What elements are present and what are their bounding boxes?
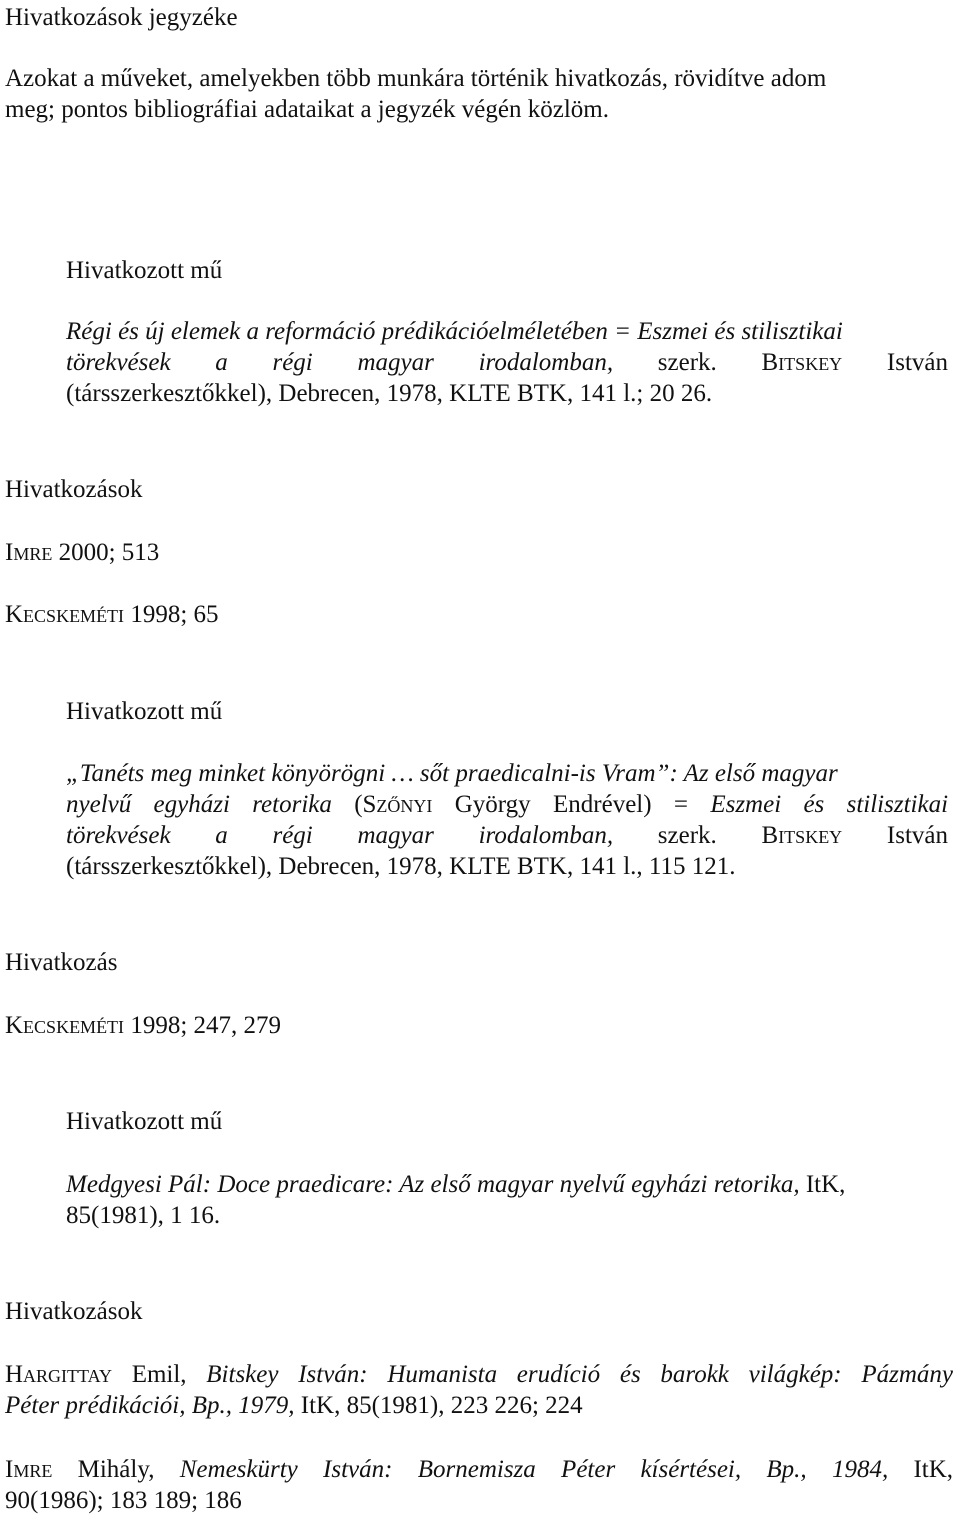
reference-citation: 1998; 65 (130, 601, 219, 628)
reference-item-line-2: 90(1986); 183 189; 186 (5, 1487, 242, 1514)
work-2-chapter-title: nyelvű egyházi retorika (66, 791, 332, 818)
work-3-references-heading: Hivatkozások (5, 1298, 143, 1325)
work-3-title: Medgyesi Pál: Doce praedicare: Az első magyar nyelvű egyházi retorika, (66, 1171, 800, 1198)
reference-review-year: , 1984, (800, 1456, 889, 1483)
work-2-coauthor-surname: Szőnyi (362, 791, 433, 818)
reference-item-line-1 (5, 1359, 953, 1390)
page-title: Hivatkozások jegyzéke (5, 4, 238, 31)
work-1-book-title: törekvések a régi magyar irodalomban, (66, 349, 614, 376)
intro-line-2: meg; pontos bibliográfiai adataikat a jegyzék végén közlöm. (5, 96, 609, 123)
reference-author: Kecskeméti (5, 601, 125, 628)
reference-item-line-2 (5, 1390, 583, 1421)
work-2-series-title: Eszmei és stilisztikai (710, 791, 949, 818)
reference-review-title: Péter prédikációi, Bp. (5, 1392, 226, 1419)
work-2-coauthor: (Szőnyi (354, 791, 433, 818)
reference-review-title: Nemeskürty István: Bornemisza Péter kísértései, Bp. (179, 1456, 801, 1483)
work-3-line-1 (66, 1169, 845, 1200)
reference-citation: 2000; 513 (58, 539, 160, 566)
reference-review-title: Bitskey István: Humanista erudíció és barokk világkép: Pázmány (206, 1361, 954, 1388)
work-2-line-1: „Tanéts meg minket könyörögni … sőt praedicalni-is Vram”: Az első magyar (66, 760, 838, 787)
work-1-line-2 (66, 347, 948, 378)
work-3-line-2: 85(1981), 1 16. (66, 1202, 221, 1229)
reference-item-line-1 (5, 1454, 953, 1485)
reference-author: Imre (5, 1456, 53, 1483)
reference-author-first-name: Mihály, (77, 1456, 155, 1483)
work-1-line-1: Régi és új elemek a reformáció prédikációelméletében = Eszmei és stilisztikai (66, 318, 843, 345)
work-2-heading: Hivatkozott mű (66, 698, 223, 725)
work-1-editor-abbrev: szerk. (657, 349, 717, 376)
work-1-heading: Hivatkozott mű (66, 257, 223, 284)
work-1-line-3: (társszerkesztőkkel), Debrecen, 1978, KLTE BTK, 141 l.; 20 26. (66, 380, 713, 407)
work-1-editor-surname: Bitskey (761, 349, 843, 376)
work-3-heading: Hivatkozott mű (66, 1108, 223, 1135)
reference-author: Hargittay (5, 1361, 112, 1388)
work-2-editor-first-name: István (886, 822, 949, 849)
reference-citation: ItK, 85(1981), 223 226; 224 (300, 1392, 583, 1419)
reference-author-first-name: Emil, (131, 1361, 187, 1388)
reference-author: Imre (5, 539, 53, 566)
intro-line-1: Azokat a műveket, amelyekben több munkára történik hivatkozás, rövidítve adom (5, 65, 827, 92)
work-1-references-heading: Hivatkozások (5, 476, 143, 503)
work-2-book-title: törekvések a régi magyar irodalomban, (66, 822, 614, 849)
work-2-editor-abbrev: szerk. (657, 822, 717, 849)
reference-journal: ItK, (913, 1456, 954, 1483)
work-2-line-2 (66, 789, 948, 820)
reference-item (5, 1010, 281, 1041)
work-1-editor-first-name: István (886, 349, 949, 376)
work-2-references-heading: Hivatkozás (5, 949, 118, 976)
reference-review-year: , 1979, (225, 1392, 295, 1419)
reference-citation: 1998; 247, 279 (130, 1012, 282, 1039)
reference-item (5, 599, 219, 630)
work-3-journal: ItK, (805, 1171, 846, 1198)
work-2-coauthor-rest: György Endrével) = (454, 791, 688, 818)
work-2-line-4: (társszerkesztőkkel), Debrecen, 1978, KLTE BTK, 141 l., 115 121. (66, 853, 736, 880)
reference-author: Kecskeméti (5, 1012, 125, 1039)
work-2-editor-surname: Bitskey (761, 822, 843, 849)
work-2-line-3 (66, 820, 948, 851)
reference-item (5, 537, 159, 568)
